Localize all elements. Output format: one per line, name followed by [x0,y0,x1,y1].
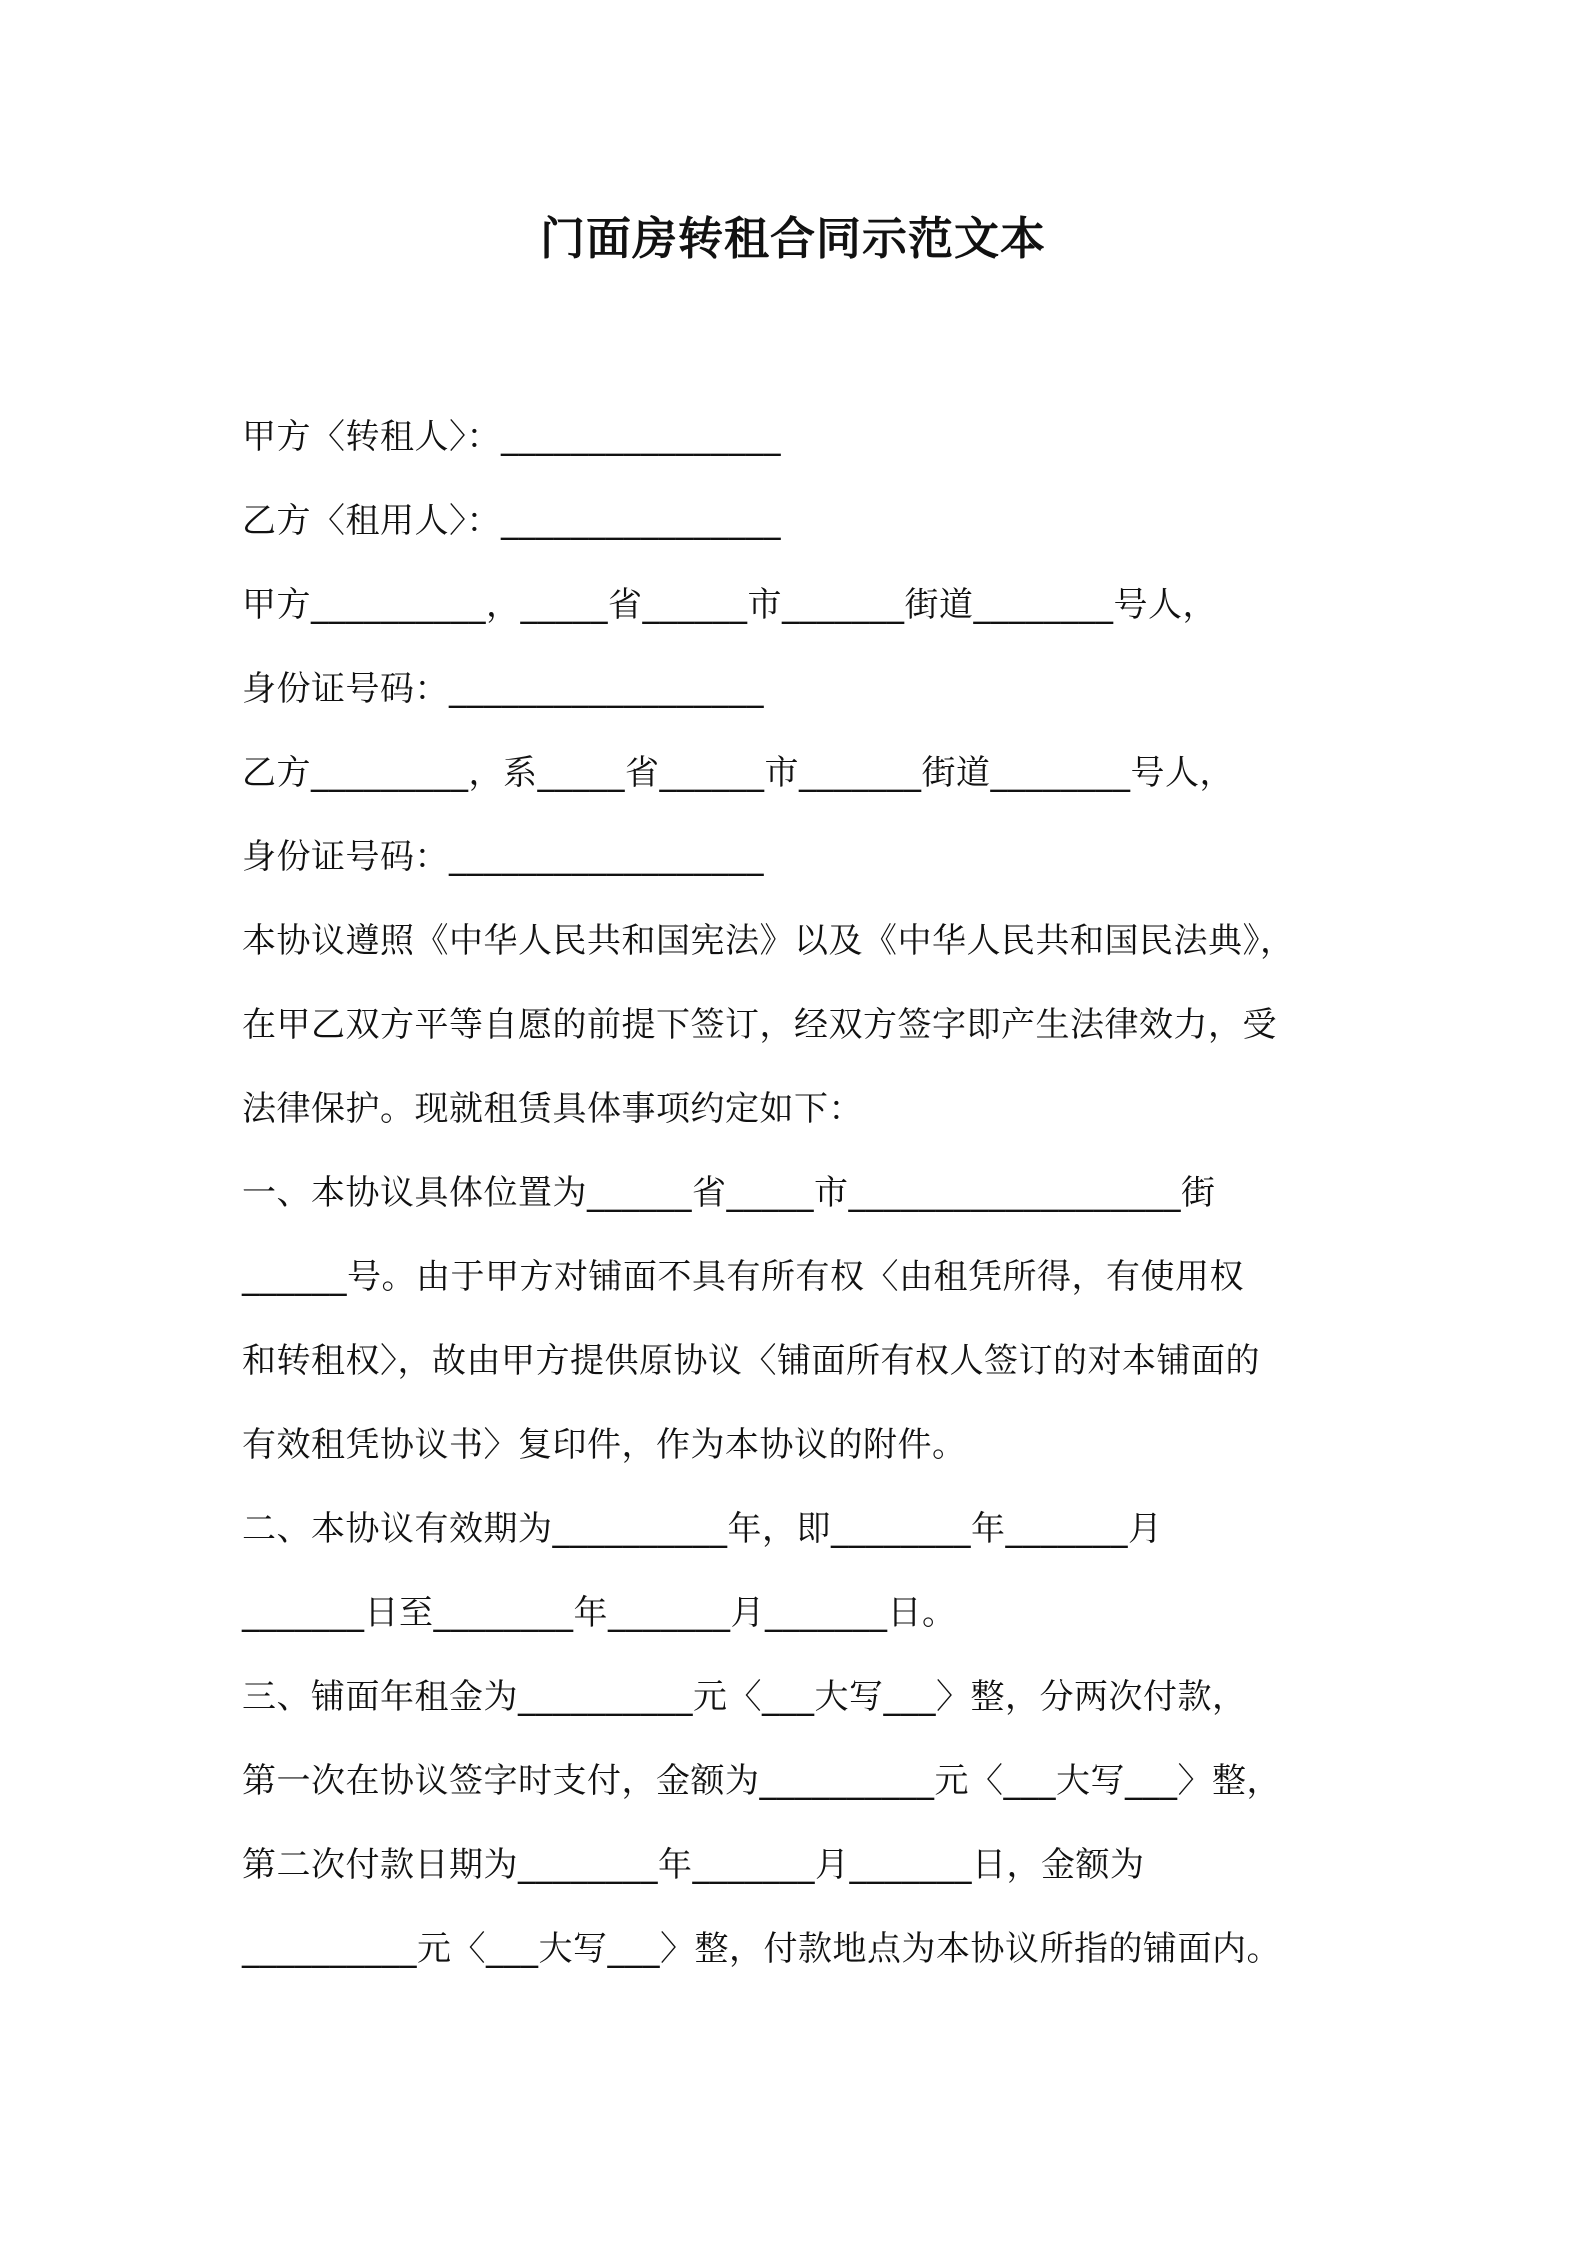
party-a-id-line: 身份证号码：__________________ [242,669,764,709]
document-title: 门面房转租合同示范文本 [539,212,1046,265]
clause-3-line-1: 三、铺面年租金为__________元〈___大写___〉整，分两次付款， [242,1677,1247,1717]
preamble-line-2: 在甲乙双方平等自愿的前提下签订，经双方签字即产生法律效力，受 [242,1005,1277,1045]
clause-2-line-2: _______日至________年_______月_______日。 [242,1593,957,1633]
clause-2-line-1: 二、本协议有效期为__________年，即________年_______月 [242,1509,1163,1549]
party-b-line: 乙方〈租用人〉：________________ [242,501,781,541]
party-b-address-line: 乙方_________，系_____省______市_______街道________号人， [242,753,1234,793]
clause-1-line-1: 一、本协议具体位置为______省_____市___________________街 [242,1173,1216,1213]
party-b-id-line: 身份证号码：__________________ [242,837,764,877]
clause-1-line-3: 和转租权〉，故由甲方提供原协议〈铺面所有权人签订的对本铺面的 [242,1341,1260,1381]
party-a-line: 甲方〈转租人〉：________________ [242,417,781,457]
clause-1-line-2: ______号。由于甲方对铺面不具有所有权〈由租凭所得，有使用权 [242,1257,1244,1297]
clause-3-line-2: 第一次在协议签字时支付，金额为__________元〈___大写___〉整， [242,1761,1281,1801]
clause-1-line-4: 有效租凭协议书〉复印件，作为本协议的附件。 [242,1425,967,1465]
clause-3-line-4: __________元〈___大写___〉整，付款地点为本协议所指的铺面内。 [242,1929,1281,1969]
preamble-line-1: 本协议遵照《中华人民共和国宪法》以及《中华人民共和国民法典》， [242,921,1295,961]
preamble-line-3: 法律保护。现就租赁具体事项约定如下： [242,1089,863,1129]
clause-3-line-3: 第二次付款日期为________年_______月_______日，金额为 [242,1845,1145,1885]
party-a-address-line: 甲方__________，_____省______市_______街道________号人， [242,585,1217,625]
